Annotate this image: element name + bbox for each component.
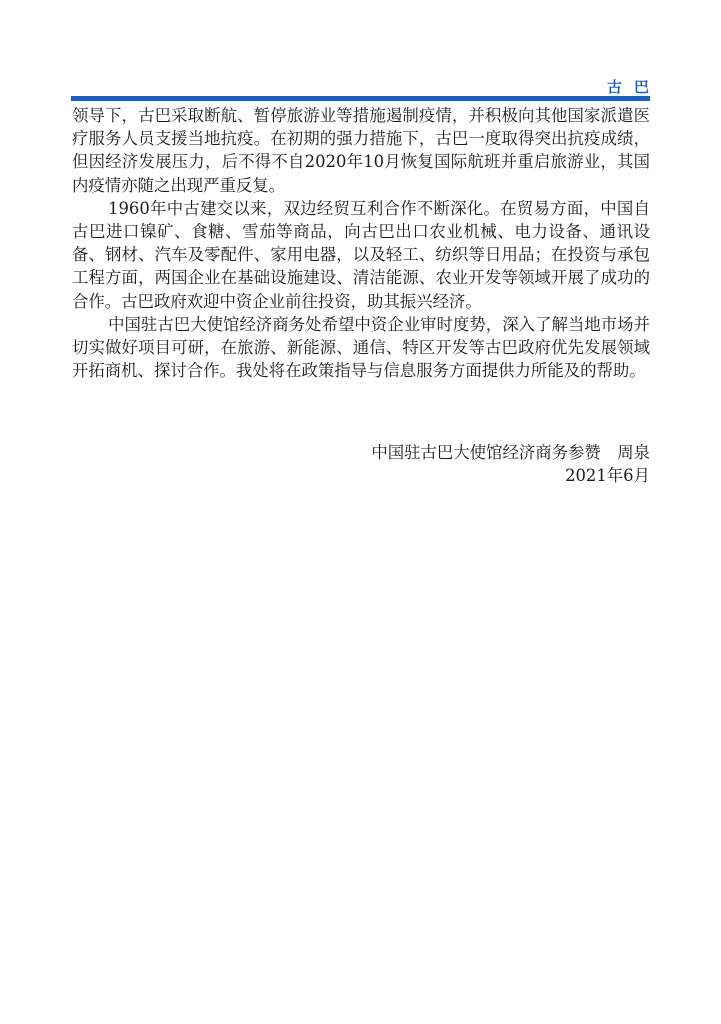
signature-author: 中国驻古巴大使馆经济商务参赞 周泉 [371,443,650,462]
body-text [72,104,650,382]
header-divider [71,96,650,101]
section-header-label: 古巴 [606,78,661,96]
paragraph-business-outlook: 中国驻古巴大使馆经济商务处希望中资企业审时度势，深入了解当地市场并切实做好项目可研，在旅游、新能源、通信、特区开发等古巴政府优先发展领域开拓商机、探讨合作。我处将在政策指导与信息服务方面提供力所能及的帮助。 [72,314,650,381]
signature-block [371,441,650,487]
paragraph-trade-cooperation: 1960年中古建交以来，双边经贸互利合作不断深化。在贸易方面，中国自古巴进口镍矿、食糖、雪茄等商品，向古巴出口农业机械、电力设备、通讯设备、钢材、汽车及零配件、家用电器，以及轻工、纺织等日用品；在投资与承包工程方面，两国企业在基础设施建设、清洁能源、农业开发等领域开展了成功的合作。古巴政府欢迎中资企业前往投资，助其振兴经济。 [72,198,650,311]
signature-date: 2021年6月 [565,466,650,486]
paragraph-continuation: 领导下，古巴采取断航、暂停旅游业等措施遏制疫情，并积极向其他国家派遣医疗服务人员支援当地抗疫。在初期的强力措施下，古巴一度取得突出抗疫成绩，但因经济发展压力，后不得不自2020年10月恢复国际航班并重启旅游业，其国内疫情亦随之出现严重反复。 [72,106,650,195]
